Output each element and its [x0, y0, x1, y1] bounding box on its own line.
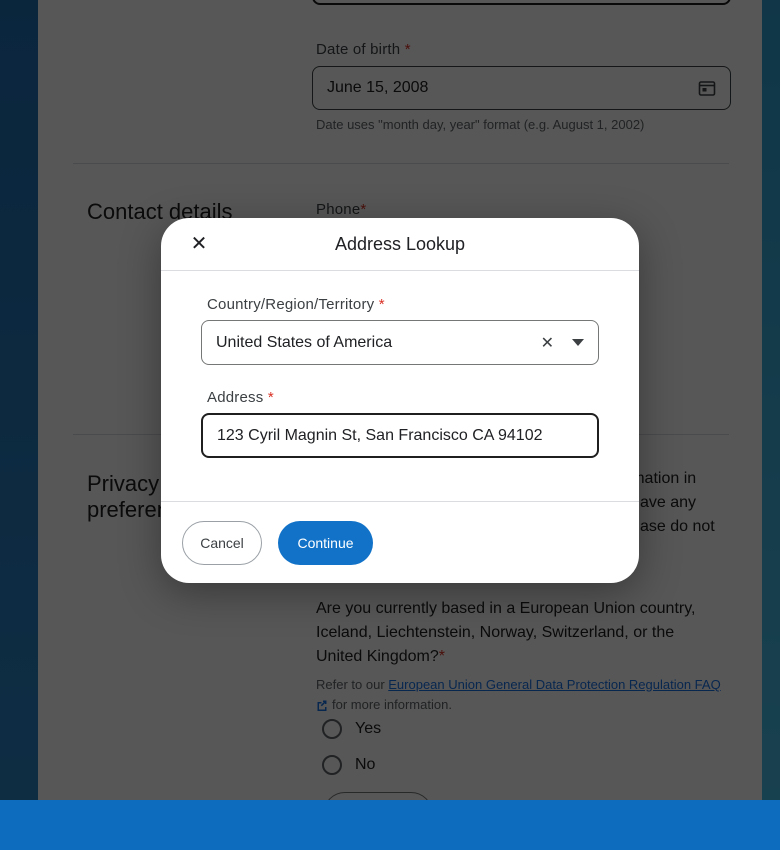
clear-selection-icon[interactable]: ✕	[531, 333, 564, 353]
dialog-title: Address Lookup	[334, 233, 466, 254]
country-combobox[interactable]	[201, 320, 599, 365]
address-lookup-dialog	[161, 218, 639, 583]
country-label-text: Country/Region/Territory	[207, 296, 375, 313]
bottom-info-bar	[0, 800, 780, 850]
country-label	[207, 296, 385, 313]
continue-button[interactable]: Continue	[278, 521, 373, 565]
dialog-footer	[161, 501, 639, 583]
address-required-asterisk: *	[267, 389, 274, 406]
close-icon[interactable]: ✕	[185, 230, 213, 258]
country-value: United States of America	[216, 333, 393, 351]
address-label	[207, 389, 274, 406]
address-input[interactable]	[201, 413, 599, 458]
address-label-text: Address	[207, 389, 264, 406]
chevron-down-icon[interactable]	[572, 339, 584, 346]
country-required-asterisk: *	[378, 296, 385, 313]
cancel-button[interactable]: Cancel	[182, 521, 262, 565]
dialog-header	[161, 218, 639, 271]
address-value: 123 Cyril Magnin St, San Francisco CA 94102	[217, 426, 543, 444]
